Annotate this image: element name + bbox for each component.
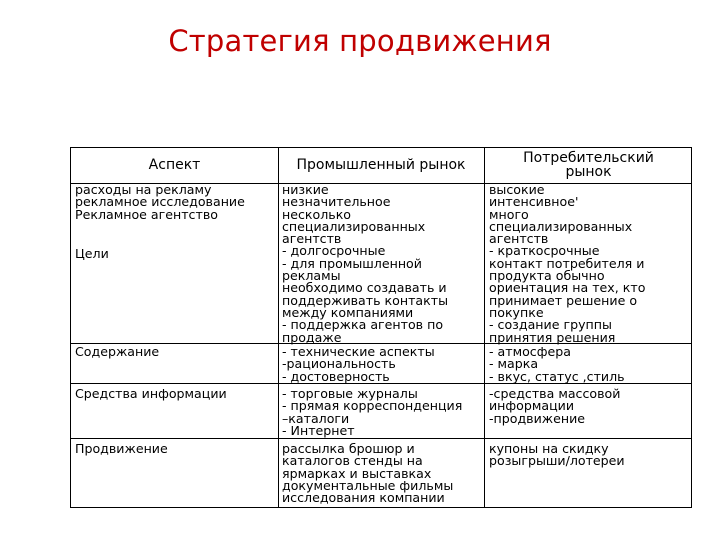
consumer-costs-goals: высокие интенсивное' много специализированных агентств - краткосрочные контакт потребителя и продукта обычно ориентация на тех, кто принимает решение о покупке - создание группы принятия решения bbox=[489, 182, 646, 345]
industrial-promotion: рассылка брошюр и каталогов стенды на ярмарках и выставках документальные фильмы исследования компании bbox=[282, 441, 454, 506]
column-divider bbox=[484, 148, 485, 507]
aspect-promotion: Продвижение bbox=[75, 441, 168, 456]
consumer-media: -средства массовой информации -продвижение bbox=[489, 386, 621, 426]
header-aspect: Аспект bbox=[148, 157, 201, 173]
aspect-costs-research-agency: расходы на рекламу рекламное исследование Рекламное агентство bbox=[75, 182, 245, 222]
slide-title: Стратегия продвижения bbox=[168, 24, 552, 58]
column-divider bbox=[278, 148, 279, 507]
row-divider bbox=[71, 438, 691, 439]
aspect-content: Содержание bbox=[75, 344, 160, 359]
industrial-costs-goals: низкие незначительное несколько специализированных агентств - долгосрочные - для промышленной рекламы необходимо создавать и поддерживать контакты между компаниями - поддержка агентов по продаже bbox=[282, 182, 449, 345]
industrial-content: - технические аспекты -рациональность - достоверность bbox=[282, 344, 435, 384]
aspect-goals: Цели bbox=[75, 246, 109, 261]
aspect-media: Средства информации bbox=[75, 386, 227, 401]
promotion-strategy-table bbox=[70, 147, 692, 508]
consumer-promotion: купоны на скидку розыгрыши/лотереи bbox=[489, 441, 625, 469]
consumer-content: - атмосфера - марка - вкус, статус ,стиль bbox=[489, 344, 625, 384]
header-industrial-market: Промышленный рынок bbox=[296, 157, 466, 173]
header-consumer-market: Потребительский рынок bbox=[523, 150, 654, 180]
industrial-media: - торговые журналы - прямая корреспонденция –каталоги - Интернет bbox=[282, 386, 463, 438]
